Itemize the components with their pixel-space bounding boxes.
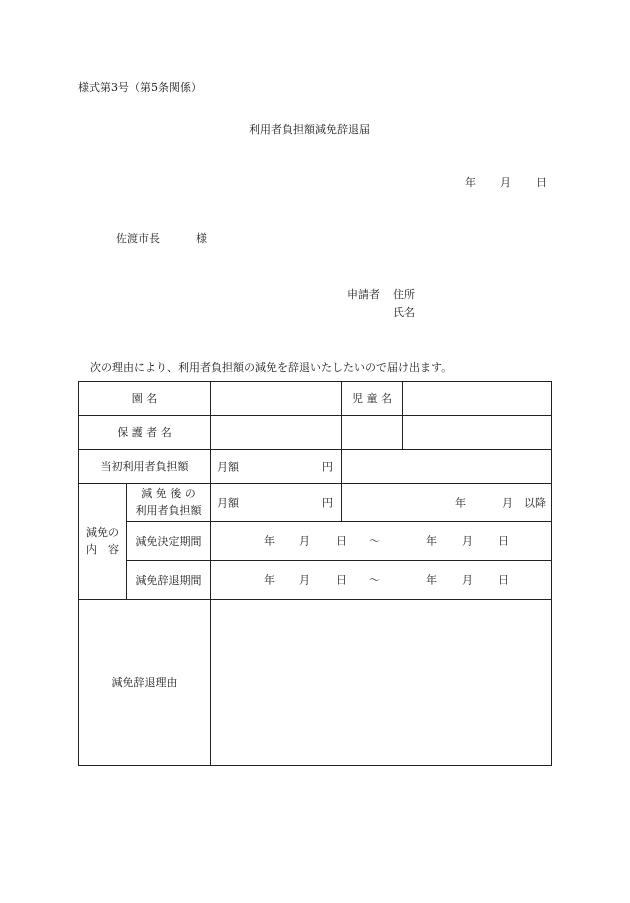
- after-reduction-amount-field[interactable]: [211, 484, 342, 522]
- date-month-label: 月: [502, 496, 513, 509]
- form-number: 様式第3号（第5条関係）: [78, 81, 202, 94]
- reduction-section-line2: 内 容: [86, 542, 119, 556]
- date-month-label: 月: [299, 573, 310, 587]
- table-row: [79, 484, 552, 522]
- after-reduction-label: [127, 484, 211, 522]
- table-row: [79, 382, 552, 416]
- applicant-address-label: 住所: [393, 288, 415, 301]
- guardian-name-label: 保 護 者 名: [79, 416, 211, 450]
- date-year-label: 年: [455, 496, 466, 509]
- date-day-label: 日: [498, 573, 509, 587]
- school-name-label: 園 名: [79, 382, 211, 416]
- application-table: [78, 381, 552, 766]
- tilde-label: ～: [369, 573, 380, 587]
- yen-label: 円: [322, 496, 333, 509]
- date-year-label: 年: [426, 534, 437, 548]
- guardian-extra-field-2[interactable]: [403, 416, 552, 450]
- date-month-label: 月: [299, 534, 310, 548]
- reduction-section-line1: 減免の: [86, 526, 119, 539]
- decision-period-label: 減免決定期間: [127, 522, 211, 561]
- date-month-label: 月: [462, 534, 473, 548]
- reason-label: 減免辞退理由: [79, 600, 211, 766]
- initial-burden-label: 当初利用者負担額: [79, 450, 211, 484]
- date-day-label: 日: [536, 176, 547, 189]
- date-year-label: 年: [264, 573, 275, 587]
- after-reduction-line2: 利用者負担額: [135, 503, 202, 517]
- withdrawal-period-label: 減免辞退期間: [127, 561, 211, 600]
- after-reduction-line1: 減 免 後 の: [141, 487, 196, 500]
- tilde-label: ～: [369, 534, 380, 548]
- applicant-name-label: 氏名: [393, 306, 415, 319]
- from-suffix-label: 以降: [524, 496, 546, 509]
- statement: 次の理由により、利用者負担額の減免を辞退いたしたいので届け出ます。: [90, 361, 453, 374]
- applicant-label: 申請者: [347, 288, 380, 301]
- withdrawal-period-field[interactable]: [211, 561, 552, 600]
- child-name-label: 児 童 名: [342, 382, 403, 416]
- date-year-label: 年: [426, 573, 437, 587]
- reduction-section-label: [79, 484, 127, 600]
- date-year-label: 年: [264, 534, 275, 548]
- date-month-label: 月: [462, 573, 473, 587]
- date-day-label: 日: [336, 573, 347, 587]
- reason-field[interactable]: [211, 600, 552, 766]
- date-month-label: 月: [500, 176, 511, 189]
- guardian-extra-field[interactable]: [342, 416, 403, 450]
- initial-burden-blank: [342, 450, 552, 484]
- addressee-honorific: 様: [196, 232, 207, 245]
- monthly-amount-label: 月額: [217, 496, 239, 509]
- child-name-field[interactable]: [403, 382, 552, 416]
- date-day-label: 日: [336, 534, 347, 548]
- school-name-field[interactable]: [211, 382, 342, 416]
- decision-period-field[interactable]: [211, 522, 552, 561]
- date-year-label: 年: [465, 176, 476, 189]
- yen-label: 円: [322, 460, 333, 473]
- guardian-name-field[interactable]: [211, 416, 342, 450]
- date-day-label: 日: [498, 534, 509, 548]
- table-row: [79, 450, 552, 484]
- after-reduction-date-field[interactable]: [342, 484, 552, 522]
- table-row: [79, 600, 552, 766]
- monthly-amount-label: 月額: [217, 460, 239, 473]
- initial-burden-field[interactable]: [211, 450, 342, 484]
- table-row: [79, 561, 552, 600]
- table-row: [79, 416, 552, 450]
- addressee-name: 佐渡市長: [116, 232, 160, 245]
- table-row: [79, 522, 552, 561]
- page-title: 利用者負担額減免辞退届: [249, 123, 370, 136]
